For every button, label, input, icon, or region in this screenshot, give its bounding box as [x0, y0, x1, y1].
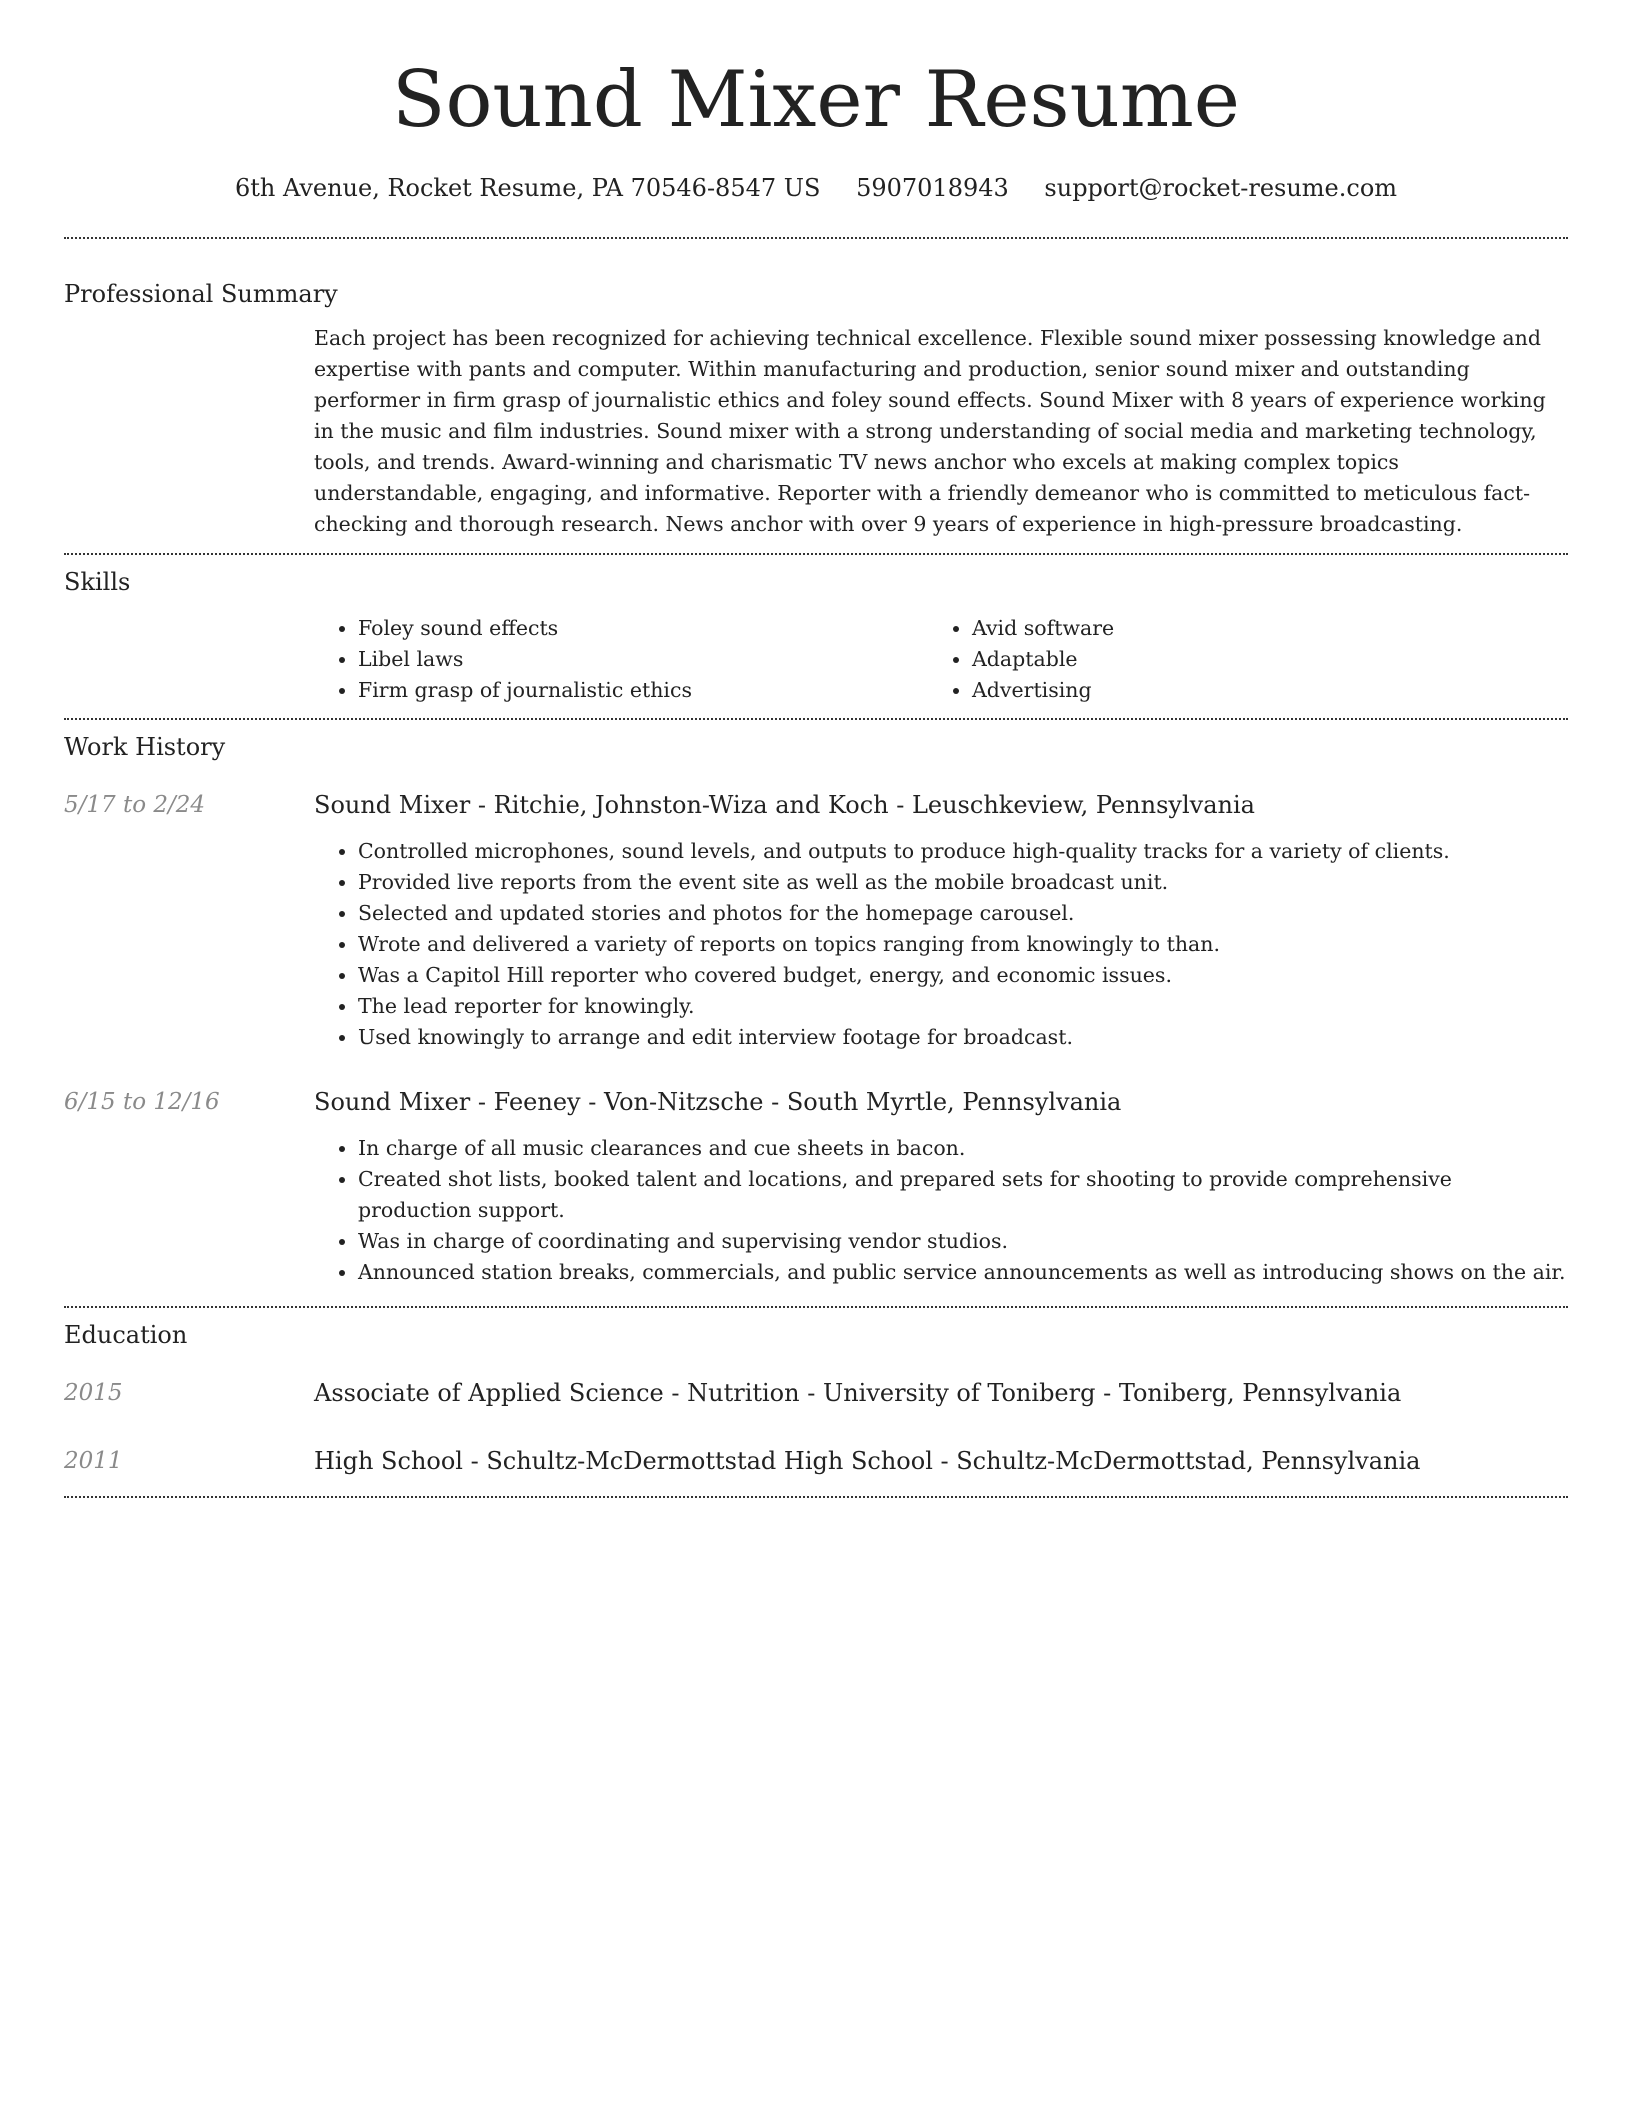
work-bullet: • In charge of all music clearances and cue sheets in bacon.: [358, 1133, 1568, 1164]
work-bullets: [314, 1133, 1568, 1288]
work-bullet: • Was in charge of coordinating and supervising vendor studios.: [358, 1226, 1568, 1257]
contact-line: [64, 173, 1568, 203]
section-title-skills: Skills: [64, 568, 131, 596]
work-bullet: • Was a Capitol Hill reporter who covered budget, energy, and economic issues.: [358, 960, 1568, 991]
divider: [64, 553, 1568, 555]
contact-email: support@rocket-resume.com: [1044, 174, 1398, 202]
work-bullets: [314, 836, 1568, 1053]
education-school: - University of Toniberg - Toniberg, Pennsylvania: [799, 1379, 1402, 1407]
divider: [64, 237, 1568, 239]
work-entry: [64, 790, 1568, 1053]
skill-item: • Foley sound effects: [358, 613, 928, 644]
divider: [64, 718, 1568, 720]
contact-phone: 5907018943: [856, 174, 1009, 202]
resume-header: [64, 0, 1568, 203]
education-entry-body: [314, 1446, 1568, 1476]
work-bullet: • Controlled microphones, sound levels, and outputs to produce high-quality tracks for a variety of clients.: [358, 836, 1568, 867]
work-bullet: • Used knowingly to arrange and edit interview footage for broadcast.: [358, 1022, 1568, 1053]
resume-page: [64, 0, 1568, 1498]
section-title-summary: Professional Summary: [64, 280, 338, 308]
contact-address: 6th Avenue, Rocket Resume, PA 70546-8547 US: [234, 174, 821, 202]
work-bullet: • Wrote and delivered a variety of reports on topics ranging from knowingly to than.: [358, 929, 1568, 960]
work-dates: 6/15 to 12/16: [64, 1089, 220, 1115]
work-bullet: • Selected and updated stories and photos for the homepage carousel.: [358, 898, 1568, 929]
work-heading: Sound Mixer - Ritchie, Johnston-Wiza and Koch - Leuschkeview, Pennsylvania: [314, 791, 1255, 819]
education-heading: [314, 1378, 1568, 1408]
skill-item: • Avid software: [972, 613, 1542, 644]
education-entry: [64, 1446, 1568, 1476]
work-entry-body: [314, 1087, 1568, 1288]
skill-item: • Firm grasp of journalistic ethics: [358, 675, 928, 706]
education-degree: Associate of Applied Science - Nutrition: [314, 1379, 800, 1407]
work-heading: Sound Mixer - Feeney - Von-Nitzsche - South Myrtle, Pennsylvania: [314, 1088, 1122, 1116]
education-heading: [314, 1446, 1568, 1476]
section-title-education: Education: [64, 1321, 188, 1349]
resume-title: Sound Mixer Resume: [392, 55, 1240, 145]
skill-item: • Advertising: [972, 675, 1542, 706]
education-school: - Schultz-McDermottstad High School - Schultz-McDermottstad, Pennsylvania: [462, 1447, 1421, 1475]
work-bullet: • Provided live reports from the event site as well as the mobile broadcast unit.: [358, 867, 1568, 898]
summary-text: Each project has been recognized for achieving technical excellence. Flexible sound mixer possessing knowledge and expertise with pants and computer. Within manufacturing and production, senior sound mixer and outstanding performer in firm grasp of journalistic ethics and foley sound effects. Sound Mixer with 8 years of experience working in the music and film industries. Sound mixer with a strong understanding of social media and marketing technology, tools, and trends. Award-winning and charismatic TV news anchor who excels at making complex topics understandable, engaging, and informative. Reporter with a friendly demeanor who is committed to meticulous fact-checking and thorough research. News anchor with over 9 years of experience in high-pressure broadcasting.: [314, 326, 1546, 536]
education-year: 2011: [64, 1448, 123, 1474]
divider: [64, 1496, 1568, 1498]
education-degree: High School: [314, 1447, 463, 1475]
skill-item: • Adaptable: [972, 644, 1542, 675]
section-title-work-history: Work History: [64, 733, 226, 761]
education-entry-body: [314, 1378, 1568, 1408]
work-entry-body: [314, 790, 1568, 1053]
skills-column-right: [928, 613, 1542, 706]
work-bullet: • The lead reporter for knowingly.: [358, 991, 1568, 1022]
education-entry: [64, 1378, 1568, 1408]
work-bullet: • Announced station breaks, commercials, and public service announcements as well as introducing shows on the air.: [358, 1257, 1568, 1288]
skills-column-left: [314, 613, 928, 706]
skill-item: • Libel laws: [358, 644, 928, 675]
divider: [64, 1306, 1568, 1308]
skills-grid: [314, 613, 1568, 706]
work-dates: 5/17 to 2/24: [64, 792, 206, 818]
work-entry: [64, 1087, 1568, 1288]
education-year: 2015: [64, 1380, 123, 1406]
work-bullet: • Created shot lists, booked talent and locations, and prepared sets for shooting to provide comprehensive production support.: [358, 1164, 1568, 1226]
